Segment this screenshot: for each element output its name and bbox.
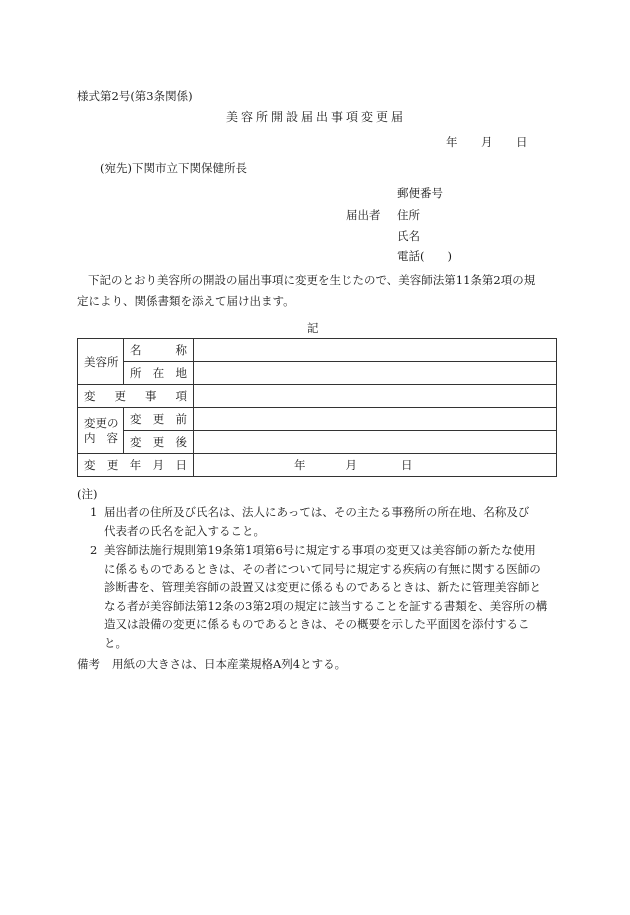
submission-date-day: 日 — [516, 135, 528, 149]
table-row — [78, 339, 557, 362]
table-row — [78, 385, 557, 408]
change-date-value[interactable] — [194, 454, 557, 477]
salon-label: 美容所 — [84, 354, 119, 369]
note-1 — [90, 503, 552, 540]
note-1-line-2: 代表者の氏名を記入すること。 — [104, 523, 265, 538]
salon-location-value[interactable] — [194, 362, 557, 385]
name-label: 氏名 — [397, 229, 420, 243]
phone-label: 電話( ) — [397, 249, 452, 263]
note-1-number: 1 — [90, 505, 98, 519]
table-row — [78, 454, 557, 477]
salon-name-label: 名称 — [124, 339, 194, 362]
table-row — [78, 408, 557, 431]
remark-label: 備考 — [77, 657, 100, 671]
before-change-value[interactable] — [194, 408, 557, 431]
note-2-line-4: なる者が美容師法第12条の3第2項の規定に該当することを証する書類を、美容所の構 — [104, 598, 548, 613]
change-item-label: 変更事項 — [78, 385, 194, 408]
ki-label: 記 — [307, 321, 319, 335]
note-2-line-3: 診断書を、管理美容師の設置又は変更に係るものであるときは、新たに管理美容師と — [104, 580, 541, 594]
table-row — [78, 431, 557, 454]
body-text-line-2: 定により、関係書類を添えて届け出ます。 — [77, 294, 295, 308]
addressee: (宛先)下関市立下関保健所長 — [100, 161, 247, 175]
salon-location-label: 所在地 — [124, 362, 194, 385]
form-number: 様式第2号(第3条関係) — [77, 89, 193, 103]
salon-name-value[interactable] — [194, 339, 557, 362]
body-text-line-1: 下記のとおり美容所の開設の届出事項に変更を生じたので、美容師法第11条第2項の規 — [88, 273, 536, 287]
after-change-value[interactable] — [194, 431, 557, 454]
note-2-line-2: に係るものであるときは、その者について同号に規定する疾病の有無に関する医師の — [104, 561, 541, 576]
change-date-label: 変更年月日 — [78, 454, 194, 477]
note-2-line-5: 造又は設備の変更に係るものであるときは、その概要を示した平面図を添付するこ — [104, 617, 530, 631]
change-date-month: 月 — [345, 458, 357, 472]
before-change-label: 変更前 — [124, 408, 194, 431]
change-details-table — [77, 338, 557, 477]
address-label: 住所 — [397, 208, 420, 222]
after-change-label: 変更後 — [124, 431, 194, 454]
postal-code-label: 郵便番号 — [397, 186, 443, 200]
note-2-line-1: 美容師法施行規則第19条第1項第6号に規定する事項の変更又は美容師の新たな使用 — [104, 543, 536, 557]
remark-text: 用紙の大きさは、日本産業規格A列4とする。 — [112, 657, 347, 671]
salon-header-cell — [78, 339, 124, 385]
table-row — [78, 362, 557, 385]
note-2 — [90, 541, 552, 652]
note-2-line-6: と。 — [104, 635, 127, 650]
change-date-year: 年 — [294, 458, 306, 472]
submission-date-month: 月 — [481, 135, 493, 149]
applicant-label: 届出者 — [346, 208, 381, 222]
note-1-line-1: 届出者の住所及び氏名は、法人にあっては、その主たる事務所の所在地、名称及び — [104, 505, 530, 519]
document-title: 美容所開設届出事項変更届 — [226, 110, 407, 124]
submission-date-year: 年 — [446, 135, 458, 149]
change-content-label-1: 変更の — [84, 415, 119, 430]
change-content-label-2: 内容 — [84, 430, 129, 445]
change-content-header-cell — [78, 408, 129, 454]
notes-heading: (注) — [77, 487, 98, 501]
note-2-number: 2 — [90, 543, 98, 557]
change-date-day: 日 — [401, 458, 413, 472]
change-item-value[interactable] — [194, 385, 557, 408]
